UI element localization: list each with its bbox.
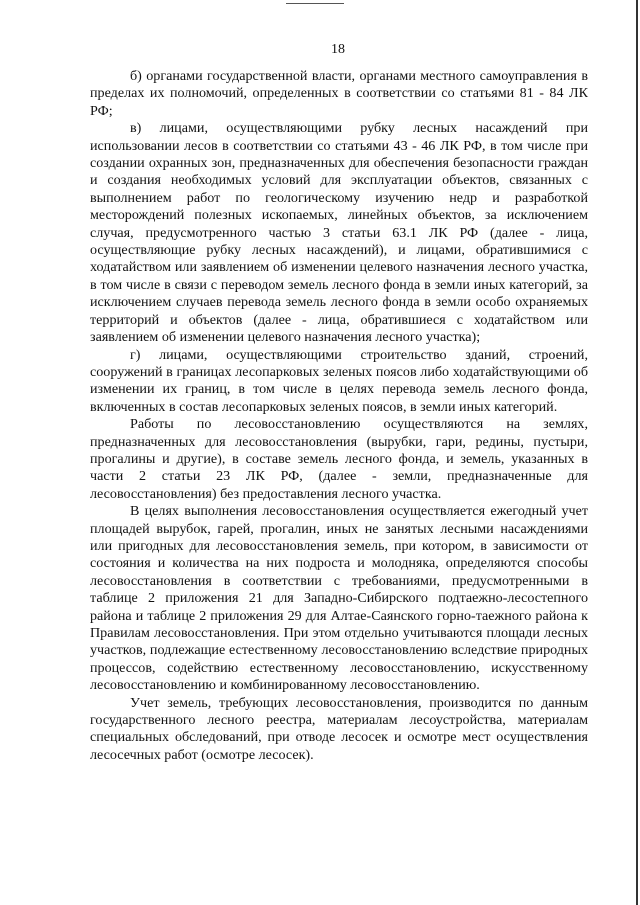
top-rule	[286, 3, 344, 4]
paragraph-g: г) лицами, осуществляющими строительство зданий, строений, сооружений в границах лесопарковых зеленых поясов либо ходатайствующими об изменении их границ, в том числе в целях перевода земель лесного фонда, включенных в состав лесопарковых зеленых поясов, в земли иных категорий.	[90, 346, 588, 415]
paragraph-accounting: В целях выполнения лесовосстановления осуществляется ежегодный учет площадей вырубок, гарей, прогалин, иных не занятых лесными насаждениями или пригодных для лесовосстановления земель, при котором, в зависимости от состояния и количества на них подроста и молодняка, определяются способы лесовосстановления в соответствии с требованиями, предусмотренными в таблице 2 приложения 21 для Западно-Сибирского подтаежно-лесостепного района и таблице 2 приложения 29 для Алтае-Саянского горно-таежного района к Правилам лесовосстановления. При этом отдельно учитываются площади лесных участков, подлежащие естественному лесовосстановлению вследствие природных процессов, содействию естественному лесовосстановлению, искусственному лесовосстановлению и комбинированному лесовосстановлению.	[90, 503, 588, 694]
page-edge-shadow	[636, 0, 638, 905]
paragraph-land-registry: Учет земель, требующих лесовосстановления, производится по данным государственного лесного реестра, материалам лесоустройства, материалам специальных обследований, при отводе лесосек и осмотре мест осуществления лесосечных работ (осмотре лесосек).	[90, 694, 588, 763]
document-body	[90, 68, 588, 764]
page-number: 18	[331, 42, 345, 57]
paragraph-b: б) органами государственной власти, органами местного самоуправления в пределах их полномочий, определенных в соответствии со статьями 81 - 84 ЛК РФ;	[90, 68, 588, 119]
paragraph-v: в) лицами, осуществляющими рубку лесных насаждений при использовании лесов в соответствии со статьями 43 - 46 ЛК РФ, в том числе при создании охранных зон, предназначенных для обеспечения безопасности граждан и создания необходимых условий для эксплуатации объектов, связанных с выполнением работ по геологическому изучению недр и разработкой месторождений полезных ископаемых, линейных объектов, за исключением случая, предусмотренного частью 3 статьи 63.1 ЛК РФ (далее - лица, осуществляющие рубку лесных насаждений), и лицами, обратившимися с ходатайством или заявлением об изменении целевого назначения лесного участка, в том числе в связи с переводом земель лесного фонда в земли иных категорий, за исключением случаев перевода земель лесного фонда в земли особо охраняемых территорий и объектов (далее - лица, обратившиеся с ходатайством или заявлением об изменении целевого назначения лесного участка);	[90, 120, 588, 346]
paragraph-works: Работы по лесовосстановлению осуществляются на землях, предназначенных для лесовосстановления (вырубки, гари, редины, пустыри, прогалины и другие), в составе земель лесного фонда, и земель, указанных в части 2 статьи 23 ЛК РФ, (далее - земли, предназначенные для лесовосстановления) без предоставления лесного участка.	[90, 416, 588, 502]
